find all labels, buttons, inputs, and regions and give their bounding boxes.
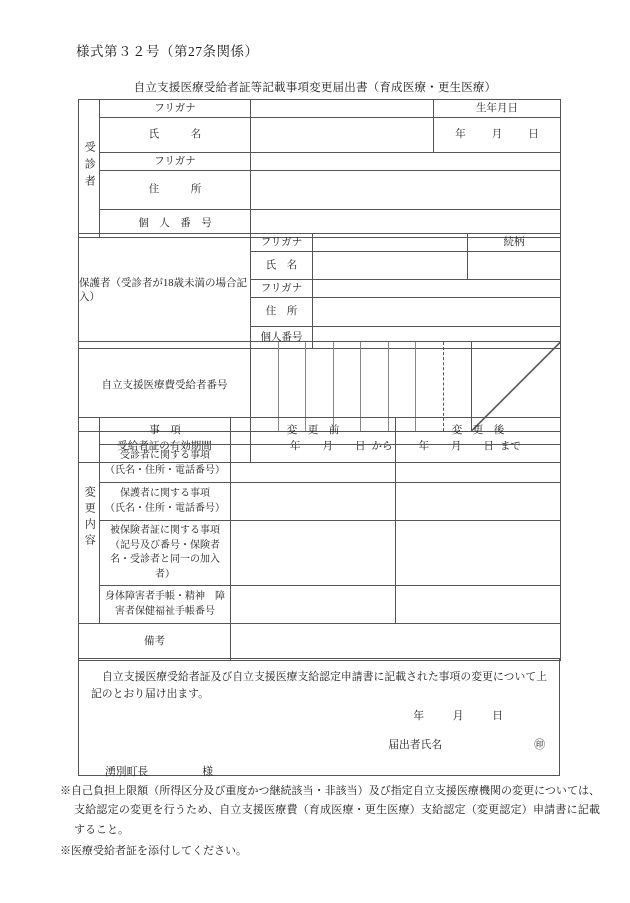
change-before-value[interactable] bbox=[231, 586, 396, 624]
change-row-insurance bbox=[79, 521, 561, 586]
form-number: 様式第３２号（第27条関係） bbox=[76, 44, 259, 59]
patient-name-label: 氏 名 bbox=[100, 118, 251, 153]
period-to-year: 年 bbox=[418, 440, 429, 452]
change-row-patient bbox=[79, 445, 561, 483]
patient-address-furigana-row bbox=[79, 153, 561, 171]
declaration-box bbox=[78, 658, 560, 776]
patient-furigana-label: フリガナ bbox=[100, 100, 251, 118]
guardian-table bbox=[78, 233, 561, 349]
declaration-date-line[interactable] bbox=[79, 708, 559, 723]
change-item-label bbox=[100, 586, 231, 624]
change-item-label bbox=[100, 521, 231, 586]
patient-vertical-label-text: 受診者 bbox=[83, 140, 96, 192]
change-row-guardian bbox=[79, 483, 561, 521]
change-after-value[interactable] bbox=[396, 521, 561, 586]
dob-month-label: 月 bbox=[491, 129, 503, 141]
period-to-suffix: まで bbox=[500, 440, 521, 452]
dob-day-label: 日 bbox=[528, 129, 539, 141]
guardian-name-label: 氏 名 bbox=[251, 252, 313, 280]
patient-name-value[interactable] bbox=[251, 118, 434, 153]
change-item-text: 保護者に関する事項 （氏名・住所・電話番号） bbox=[105, 488, 225, 514]
change-before-value[interactable] bbox=[231, 445, 396, 483]
recipient-number-label: 自立支援医療費受給者番号 bbox=[79, 342, 251, 432]
guardian-relation-header: 続柄 bbox=[468, 234, 561, 252]
remarks-row bbox=[79, 624, 561, 661]
patient-address-label: 住 所 bbox=[100, 171, 251, 210]
change-row-handbook bbox=[79, 586, 561, 624]
footnote-item: ※自己負担上限額（所得区分及び重度かつ継続該当・非該当）及び指定自立支援医療機関の変更については、支給認定の変更を行うため、自立支援医療費（育成医療・更生医療）支給認定（変更認定）申請書に記載すること。 bbox=[60, 785, 600, 836]
change-content-table bbox=[78, 417, 561, 661]
addressee-honorific: 様 bbox=[202, 765, 213, 778]
guardian-furigana-label: フリガナ bbox=[251, 234, 313, 252]
period-from-month: 月 bbox=[322, 440, 333, 452]
period-from-year: 年 bbox=[290, 440, 301, 452]
declaration-addressee-line bbox=[79, 764, 559, 779]
change-before-value[interactable] bbox=[231, 483, 396, 521]
guardian-furigana-row bbox=[79, 234, 561, 252]
guardian-address-furigana-value[interactable] bbox=[313, 280, 561, 298]
validity-period-label: 受給者証の有効期間 bbox=[79, 431, 251, 462]
period-to-month: 月 bbox=[451, 440, 462, 452]
guardian-address-label: 住 所 bbox=[251, 298, 313, 327]
declaration-signature-line[interactable] bbox=[79, 737, 559, 752]
patient-dob-value[interactable] bbox=[434, 118, 561, 153]
period-to-day: 日 bbox=[483, 440, 494, 452]
change-after-value[interactable] bbox=[396, 483, 561, 521]
signer-label: 届出者氏名 bbox=[388, 738, 443, 751]
patient-address-row bbox=[79, 171, 561, 210]
period-from-day: 日 bbox=[355, 440, 366, 452]
change-item-label bbox=[100, 445, 231, 483]
change-header-row bbox=[79, 418, 561, 445]
patient-dob-header: 生年月日 bbox=[434, 100, 561, 118]
change-col-item: 事 項 bbox=[100, 418, 231, 445]
change-after-value[interactable] bbox=[396, 586, 561, 624]
guardian-furigana-value[interactable] bbox=[313, 234, 468, 252]
guardian-address-value[interactable] bbox=[313, 298, 561, 327]
change-vertical-label-text: 変更内容 bbox=[83, 486, 96, 551]
remarks-label: 備考 bbox=[79, 624, 231, 661]
addressee-name: 湧別町長 bbox=[105, 765, 149, 778]
guardian-name-value[interactable] bbox=[313, 252, 468, 280]
period-from-suffix: から bbox=[371, 440, 393, 452]
change-before-value[interactable] bbox=[231, 521, 396, 586]
change-vertical-label bbox=[79, 418, 100, 624]
patient-vertical-label bbox=[79, 100, 100, 238]
change-after-value[interactable] bbox=[396, 445, 561, 483]
remarks-value[interactable] bbox=[231, 624, 561, 661]
declaration-day: 日 bbox=[492, 709, 503, 722]
change-col-before: 変 更 前 bbox=[231, 418, 396, 445]
footnotes bbox=[60, 782, 600, 862]
patient-furigana-value[interactable] bbox=[251, 100, 434, 118]
patient-mynumber-label: 個 人 番 号 bbox=[100, 210, 251, 238]
change-item-text: 被保険者証に関する事項 （記号及び番号・保険者 名・受診者と同一の加入 者） bbox=[110, 525, 220, 580]
patient-address-value[interactable] bbox=[251, 171, 561, 210]
applicant-table bbox=[78, 99, 561, 238]
seal-icon: ㊞ bbox=[534, 738, 545, 751]
patient-furigana-row bbox=[79, 100, 561, 118]
guardian-section-label: 保護者（受診者が18歳未満の場合記入） bbox=[79, 234, 251, 349]
footnote-item: ※医療受給者証を添付してください。 bbox=[60, 844, 247, 857]
patient-address-furigana-label: フリガナ bbox=[100, 153, 251, 171]
declaration-year: 年 bbox=[413, 709, 424, 722]
declaration-month: 月 bbox=[452, 709, 464, 722]
declaration-text: 自立支援医療受給者証及び自立支援医療支給認定申請書に記載された事項の変更について上記のとおり届け出ます。 bbox=[91, 671, 547, 701]
dob-year-label: 年 bbox=[455, 129, 466, 141]
patient-name-row bbox=[79, 118, 561, 153]
patient-address-furigana-value[interactable] bbox=[251, 153, 561, 171]
document-title: 自立支援医療受給者証等記載事項変更届出書（育成医療・更生医療） bbox=[133, 82, 497, 94]
change-col-after: 変 更 後 bbox=[396, 418, 561, 445]
change-item-text: 受診者に関する事項 （氏名・住所・電話番号） bbox=[105, 450, 225, 476]
change-item-label bbox=[100, 483, 231, 521]
guardian-address-furigana-label: フリガナ bbox=[251, 280, 313, 298]
guardian-mynumber-label: 個人番号 bbox=[251, 327, 313, 349]
guardian-relation-value[interactable] bbox=[468, 252, 561, 280]
change-item-text: 身体障害者手帳・精神 障 害者保健福祉手帳番号 bbox=[105, 591, 225, 617]
